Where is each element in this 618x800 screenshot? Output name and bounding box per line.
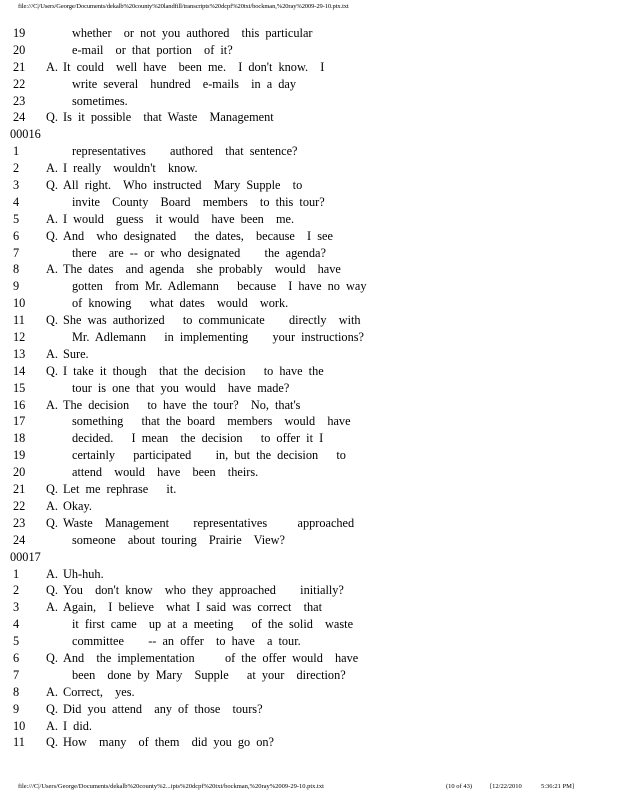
transcript-line: [10, 25, 610, 42]
speaker-label: [46, 447, 63, 464]
line-number: 11: [13, 313, 25, 328]
line-text: attend would have been theirs.: [72, 465, 259, 480]
speaker-label: [46, 143, 63, 160]
speaker-label: Q.: [46, 313, 58, 328]
speaker-label: [46, 380, 63, 397]
line-text: tour is one that you would have made?: [72, 380, 290, 395]
line-text: gotten from Mr. Adlemann because I have no way: [72, 279, 367, 294]
speaker-label: [46, 616, 63, 633]
line-text: The dates and agenda she probably would have: [63, 262, 341, 277]
speaker-label: [46, 25, 63, 42]
speaker-label: [46, 42, 63, 59]
line-number: 19: [13, 26, 26, 40]
speaker-label: [46, 329, 63, 346]
speaker-label: [46, 464, 63, 481]
speaker-label: Q.: [46, 650, 58, 665]
line-number: 1: [13, 144, 20, 159]
transcript-line: [10, 143, 610, 160]
transcript-line: [10, 397, 610, 414]
transcript-line: [10, 295, 610, 312]
line-text: been done by Mary Supple at your direction?: [72, 667, 346, 682]
transcript-line: [10, 312, 610, 329]
speaker-label: A.: [46, 600, 58, 615]
transcript-line: [10, 515, 610, 532]
line-number: 24: [13, 532, 26, 547]
line-text: Again, I believe what I said was correct that: [63, 600, 323, 615]
transcript-line: [10, 261, 610, 278]
line-number: 21: [13, 59, 26, 74]
speaker-label: [46, 430, 63, 447]
transcript-line: [10, 464, 610, 481]
transcript-line: [10, 59, 610, 76]
speaker-label: A.: [46, 211, 58, 226]
footer-time: 5:36:21 PM]: [541, 783, 575, 790]
speaker-label: Q.: [46, 110, 58, 125]
speaker-label: A.: [46, 397, 58, 412]
line-number: 7: [13, 245, 20, 260]
line-text: certainly participated in, but the decision to: [72, 448, 346, 463]
line-text: All right. Who instructed Mary Supple to: [63, 178, 303, 193]
transcript-line: [10, 93, 610, 110]
line-number: 1: [13, 566, 20, 581]
transcript-line: [10, 684, 610, 701]
line-text: sometimes.: [72, 93, 128, 108]
transcript-line: [10, 447, 610, 464]
line-number: 5: [13, 634, 20, 649]
line-number: 13: [13, 346, 26, 361]
line-text: e-mail or that portion of it?: [72, 42, 233, 57]
line-text: someone about touring Prairie View?: [72, 532, 285, 547]
speaker-label: [46, 278, 63, 295]
transcript-line: [10, 194, 610, 211]
speaker-label: Q.: [46, 583, 58, 598]
transcript-line: [10, 177, 610, 194]
transcript-line: [10, 734, 610, 751]
speaker-label: A.: [46, 498, 58, 513]
speaker-label: A.: [46, 718, 58, 733]
transcript-line: [10, 329, 610, 346]
line-number: 10: [13, 718, 26, 733]
transcript-line: [10, 160, 610, 177]
transcript-line: [10, 481, 610, 498]
page-marker: [10, 549, 610, 566]
line-text: write several hundred e-mails in a day: [72, 76, 297, 91]
line-text: representatives authored that sentence?: [72, 144, 298, 159]
transcript-line: [10, 718, 610, 735]
transcript-line: [10, 413, 610, 430]
page-footer: [18, 783, 608, 790]
speaker-label: Q.: [46, 178, 58, 193]
line-text: something that the board members would have: [72, 414, 351, 429]
speaker-label: Q.: [46, 515, 58, 530]
line-number: 17: [13, 414, 26, 429]
speaker-label: Q.: [46, 735, 58, 750]
line-text: You don't know who they approached initially?: [63, 583, 344, 598]
transcript-line: [10, 633, 610, 650]
line-number: 6: [13, 650, 20, 665]
line-number: 12: [13, 330, 26, 345]
transcript-line: [10, 667, 610, 684]
line-text: Uh-huh.: [63, 566, 104, 581]
line-number: 4: [13, 194, 20, 209]
line-text: And who designated the dates, because I see: [63, 228, 333, 243]
line-text: I would guess it would have been me.: [63, 211, 295, 226]
transcript-line: [10, 278, 610, 295]
line-number: 2: [13, 161, 20, 176]
line-number: 3: [13, 178, 20, 193]
line-number: 22: [13, 76, 26, 91]
line-text: Okay.: [63, 498, 92, 513]
line-text: I take it though that the decision to have the: [63, 363, 324, 378]
line-text: How many of them did you go on?: [63, 735, 275, 750]
line-text: She was authorized to communicate directly with: [63, 313, 361, 328]
speaker-label: Q.: [46, 701, 58, 716]
footer-date: [12/22/2010: [490, 783, 522, 790]
line-number: 8: [13, 684, 20, 699]
speaker-label: [46, 413, 63, 430]
transcript-line: [10, 363, 610, 380]
speaker-label: Q.: [46, 482, 58, 497]
line-number: 4: [13, 617, 20, 632]
line-text: decided. I mean the decision to offer it I: [72, 431, 324, 446]
transcript-line: [10, 380, 610, 397]
transcript-line: [10, 650, 610, 667]
line-text: committee -- an offer to have a tour.: [72, 634, 301, 649]
transcript-line: [10, 599, 610, 616]
transcript-line: [10, 346, 610, 363]
line-text: And the implementation of the offer would have: [63, 650, 359, 665]
transcript-line: [10, 566, 610, 583]
line-number: 20: [13, 465, 26, 480]
page-number-marker: 00017: [10, 549, 41, 564]
line-text: it first came up at a meeting of the solid waste: [72, 617, 354, 632]
line-number: 22: [13, 498, 26, 513]
transcript-line: [10, 616, 610, 633]
line-text: whether or not you authored this particular: [72, 26, 313, 40]
line-number: 11: [13, 735, 25, 750]
line-number: 9: [13, 279, 20, 294]
speaker-label: [46, 633, 63, 650]
line-text: there are -- or who designated the agenda?: [72, 245, 326, 260]
line-number: 16: [13, 397, 26, 412]
speaker-label: A.: [46, 59, 58, 74]
line-text: Correct, yes.: [63, 684, 135, 699]
line-text: It could well have been me. I don't know. I: [63, 59, 325, 74]
line-text: The decision to have the tour? No, that's: [63, 397, 301, 412]
line-text: Sure.: [63, 346, 89, 361]
file-path-header: file:///C|/Users/George/Documents/dekalb%20county%20landfill/transcripts%20dcpf%20txt/bockman,%20ray%2009-29-10.ptx.txt: [18, 3, 349, 10]
line-number: 6: [13, 228, 20, 243]
speaker-label: [46, 667, 63, 684]
line-number: 9: [13, 701, 20, 716]
speaker-label: A.: [46, 346, 58, 361]
speaker-label: [46, 93, 63, 110]
transcript-line: [10, 211, 610, 228]
transcript-line: [10, 701, 610, 718]
line-text: Is it possible that Waste Management: [63, 110, 274, 125]
line-text: Mr. Adlemann in implementing your instructions?: [72, 330, 364, 345]
line-number: 18: [13, 431, 26, 446]
transcript-body: [10, 25, 610, 751]
line-number: 14: [13, 363, 26, 378]
line-number: 7: [13, 667, 20, 682]
speaker-label: A.: [46, 262, 58, 277]
speaker-label: A.: [46, 566, 58, 581]
line-number: 23: [13, 93, 26, 108]
line-text: I really wouldn't know.: [63, 161, 198, 176]
page-marker: [10, 126, 610, 143]
transcript-line: [10, 430, 610, 447]
page-number-marker: 00016: [10, 127, 41, 142]
speaker-label: A.: [46, 684, 58, 699]
speaker-label: [46, 245, 63, 262]
transcript-line: [10, 228, 610, 245]
line-number: 8: [13, 262, 20, 277]
line-number: 20: [13, 42, 26, 57]
transcript-line: [10, 532, 610, 549]
line-text: of knowing what dates would work.: [72, 296, 289, 311]
transcript-line: [10, 245, 610, 262]
line-text: Let me rephrase it.: [63, 482, 177, 497]
transcript-line: [10, 42, 610, 59]
transcript-line: [10, 582, 610, 599]
line-text: I did.: [63, 718, 92, 733]
speaker-label: [46, 76, 63, 93]
speaker-label: [46, 295, 63, 312]
line-number: 24: [13, 110, 26, 125]
speaker-label: Q.: [46, 228, 58, 243]
transcript-line: [10, 498, 610, 515]
transcript-line: [10, 76, 610, 93]
line-text: Did you attend any of those tours?: [63, 701, 263, 716]
line-text: Waste Management representatives approached: [63, 515, 355, 530]
transcript-line: [10, 109, 610, 126]
line-number: 23: [13, 515, 26, 530]
footer-page-count: (10 of 43): [446, 783, 472, 790]
speaker-label: [46, 194, 63, 211]
line-number: 15: [13, 380, 26, 395]
speaker-label: A.: [46, 161, 58, 176]
line-number: 5: [13, 211, 20, 226]
line-number: 2: [13, 583, 20, 598]
line-text: invite County Board members to this tour?: [72, 194, 325, 209]
speaker-label: Q.: [46, 363, 58, 378]
line-number: 10: [13, 296, 26, 311]
speaker-label: [46, 532, 63, 549]
line-number: 19: [13, 448, 26, 463]
footer-file-path: file:///C|/Users/George/Documents/dekalb%20county%2...ipts%20dcpf%20txt/bockman,%20ray%2009-29-10.ptx.txt: [18, 783, 324, 790]
line-number: 3: [13, 600, 20, 615]
line-number: 21: [13, 482, 26, 497]
